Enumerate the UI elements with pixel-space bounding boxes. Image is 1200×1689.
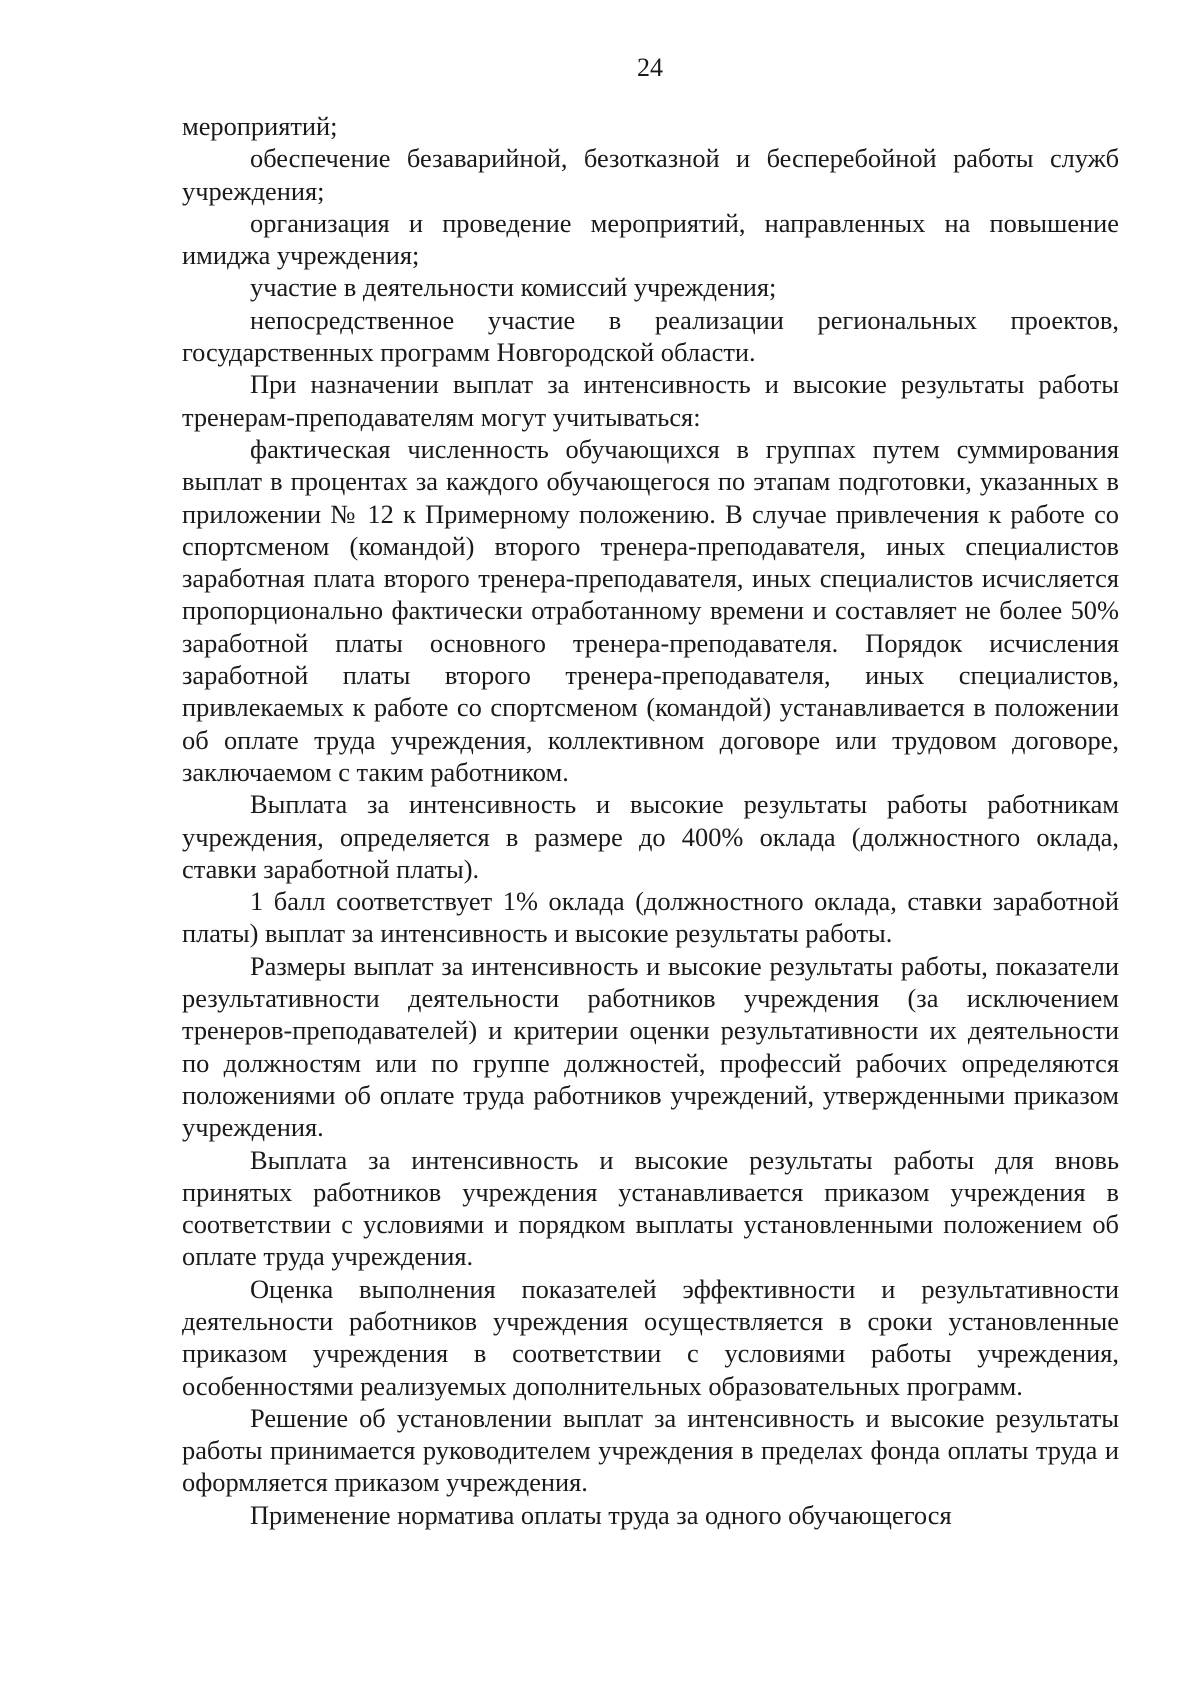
- paragraph: Выплата за интенсивность и высокие результаты работы работникам учреждения, определяется в размере до 400% оклада (должностного оклада, ставки заработной платы).: [182, 789, 1119, 884]
- paragraph: непосредственное участие в реализации региональных проектов, государственных программ Новгородской области.: [182, 304, 1119, 368]
- paragraph: Решение об установлении выплат за интенсивность и высокие результаты работы принимается руководителем учреждения в пределах фонда оплаты труда и оформляется приказом учреждения.: [182, 1402, 1119, 1498]
- paragraph: Оценка выполнения показателей эффективности и результативности деятельности работников учреждения осуществляется в сроки установленные приказом учреждения в соответствии с условиями работы учреждения, особенностями реализуемых дополнительных образовательных программ.: [182, 1273, 1119, 1401]
- paragraph: Применение норматива оплаты труда за одного обучающегося: [250, 1499, 952, 1530]
- paragraph: фактическая численность обучающихся в группах путем суммирования выплат в процентах за каждого обучающегося по этапам подготовки, указанных в приложении № 12 к Примерному положению. В случае привлечения к работе со спортсменом (командой) второго тренера-преподавателя, иных специалистов заработная плата второго тренера-преподавателя, иных специалистов исчисляется пропорционально фактически отработанному времени и составляет не более 50% заработной платы основного тренера-преподавателя. Порядок исчисления заработной платы второго тренера-преподавателя, иных специалистов, привлекаемых к работе со спортсменом (командой) устанавливается в положении об оплате труда учреждения, коллективном договоре или трудовом договоре, заключаемом с таким работником.: [182, 433, 1119, 787]
- page-number: 24: [637, 53, 663, 82]
- paragraph: участие в деятельности комиссий учреждения;: [250, 272, 777, 303]
- paragraph: организация и проведение мероприятий, направленных на повышение имиджа учреждения;: [182, 207, 1119, 271]
- paragraph: 1 балл соответствует 1% оклада (должностного оклада, ставки заработной платы) выплат за интенсивность и высокие результаты работы.: [182, 886, 1119, 949]
- paragraph: Размеры выплат за интенсивность и высокие результаты работы, показатели результативности деятельности работников учреждения (за исключением тренеров-преподавателей) и критерии оценки результативности их деятельности по должностям или по группе должностей, профессий рабочих определяются положениями об оплате труда работников учреждений, утвержденными приказом учреждения.: [182, 950, 1119, 1143]
- paragraph-continuation: мероприятий;: [182, 111, 338, 141]
- paragraph: обеспечение безаварийной, безотказной и бесперебойной работы служб учреждения;: [182, 143, 1119, 206]
- paragraph: При назначении выплат за интенсивность и высокие результаты работы тренерам-преподавателям могут учитываться:: [182, 369, 1119, 432]
- document-body: [182, 110, 1119, 1531]
- paragraph: Выплата за интенсивность и высокие результаты работы для вновь принятых работников учреждения устанавливается приказом учреждения в соответствии с условиями и порядком выплаты установленными положением об оплате труда учреждения.: [182, 1144, 1119, 1272]
